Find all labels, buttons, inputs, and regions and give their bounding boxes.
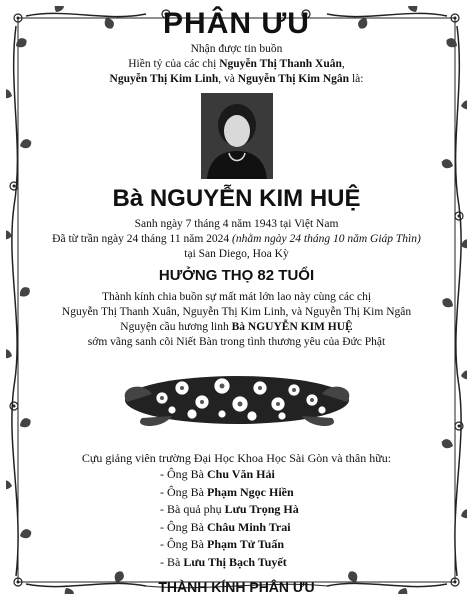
portrait-figure: [201, 93, 273, 179]
intro-line-2: [30, 57, 443, 72]
relative-name-3: Nguyễn Thị Kim Ngân: [237, 73, 350, 85]
condolence-line-1: Thành kính chia buồn sự mất mát lớn lao này cùng các chị: [101, 291, 372, 303]
birth-info: Sanh ngày 7 tháng 4 năm 1943 tại Việt Nam: [134, 218, 339, 230]
senders-list: [160, 466, 443, 571]
sender-name: Phạm Ngọc Hiền: [207, 484, 294, 499]
obituary-notice: [30, 6, 443, 594]
intro-line-2-prefix: Hiền tỷ của các chị: [128, 58, 220, 70]
intro-line-1: Nhận được tin buồn: [190, 43, 283, 55]
intro-line-3-suffix: là:: [349, 73, 364, 85]
condolence-line-4: sớm vãng sanh cõi Niết Bàn trong tình thương yêu của Đức Phật: [87, 336, 386, 348]
sender-name: Chu Văn Hải: [207, 467, 275, 481]
sender-prefix: - Ông Bà: [160, 537, 207, 551]
senders-intro: Cựu giảng viên trường Đại Học Khoa Học Sài Gòn và thân hữu:: [81, 451, 392, 465]
sender-name: Phạm Tử Tuấn: [207, 537, 285, 551]
list-item: [160, 554, 443, 572]
intro-line-3: [30, 72, 443, 87]
sender-name: Lưu Trọng Hà: [224, 502, 299, 516]
death-date: Đã từ trần ngày 24 tháng 11 năm 2024: [52, 233, 233, 245]
condolence-line-3: [30, 320, 443, 335]
list-item: [160, 501, 443, 519]
relative-name-2: Nguyễn Thị Kim Linh: [109, 73, 219, 85]
sender-prefix: - Ông Bà: [160, 484, 207, 499]
sender-name: Châu Minh Trai: [207, 519, 291, 534]
condolence-line-2: Nguyễn Thị Thanh Xuân, Nguyễn Thị Kim Linh, và Nguyễn Thị Kim Ngân: [61, 306, 412, 318]
list-item: [160, 466, 443, 484]
relative-name-1: Nguyễn Thị Thanh Xuân: [219, 58, 342, 70]
lunar-date: (nhằm ngày 24 tháng 10 năm Giáp Thìn): [232, 233, 421, 245]
sender-name: Lưu Thị Bạch Tuyết: [183, 554, 287, 569]
age-at-death: HƯỞNG THỌ 82 TUỔI: [158, 267, 315, 284]
sender-prefix: - Bà quả phụ: [160, 502, 225, 516]
list-item: [160, 484, 443, 502]
list-item: [160, 536, 443, 554]
sender-prefix: - Ông Bà: [160, 519, 207, 534]
sender-prefix: - Ông Bà: [160, 467, 207, 481]
intro-line-3-mid: , và: [218, 73, 238, 85]
flower-wreath: [122, 358, 352, 438]
deceased-name: Bà NGUYỄN KIM HUỆ: [112, 185, 361, 212]
death-info: [30, 232, 443, 247]
page-title: PHÂN ƯU: [163, 7, 310, 40]
closing-phrase: THÀNH KÍNH PHÂN ƯU: [158, 579, 315, 595]
portrait-photo: [201, 93, 273, 179]
condolence-line-3-prefix: Nguyện cầu hương linh: [120, 321, 232, 333]
intro-line-2-suffix: ,: [341, 58, 345, 70]
sender-prefix: - Bà: [160, 554, 184, 569]
list-item: [160, 519, 443, 537]
condolence-deceased-name: Bà NGUYỄN KIM HUỆ: [231, 321, 353, 333]
death-place: tại San Diego, Hoa Kỳ: [184, 248, 289, 260]
